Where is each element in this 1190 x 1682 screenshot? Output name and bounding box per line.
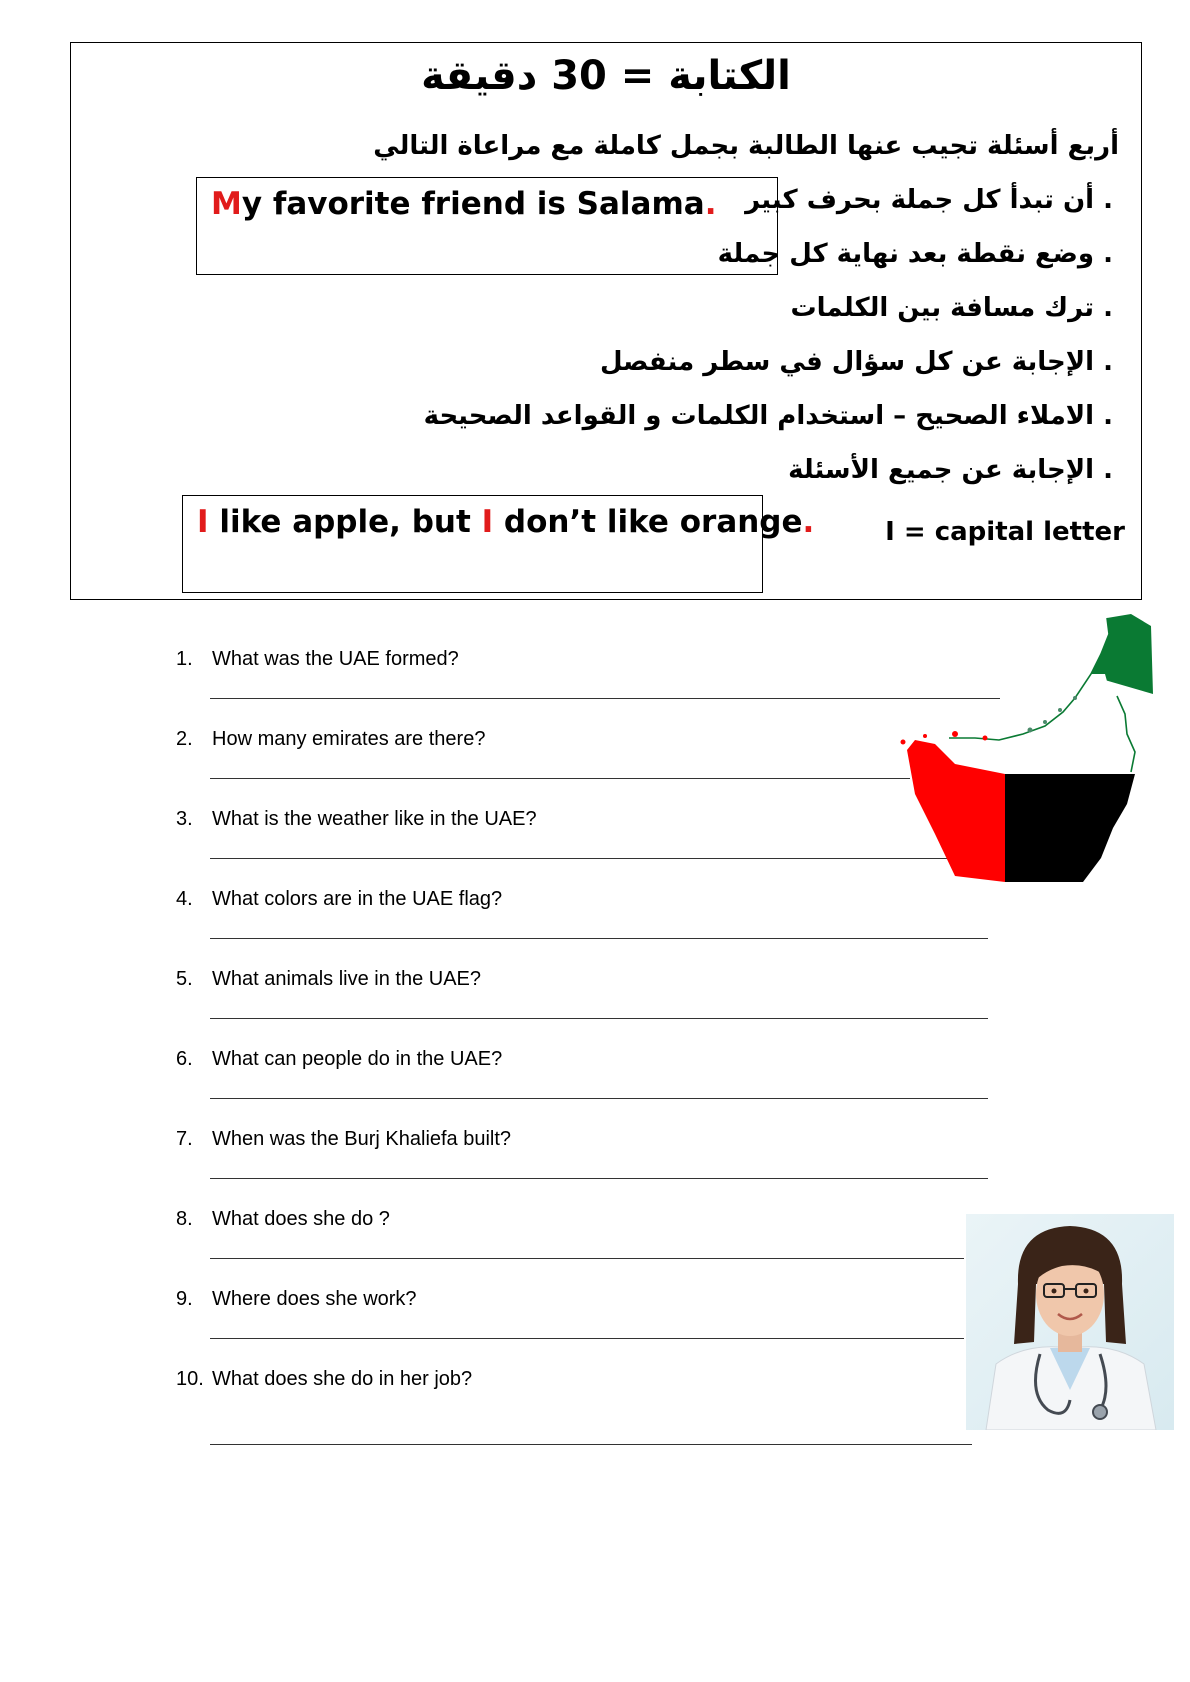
example1-period: . — [704, 186, 717, 222]
answer-line-4[interactable] — [210, 938, 988, 939]
uae-flag-map-image — [895, 614, 1153, 882]
example1-capital: M — [211, 186, 242, 222]
instructions-intro: أربع أسئلة تجيب عنها الطالبة بجمل كاملة مع مراعاة التالي — [373, 131, 1119, 161]
question-10: 10. What does she do in her job? — [176, 1368, 473, 1390]
answer-line-8[interactable] — [210, 1258, 964, 1259]
rule-answer-all: . الإجابة عن جميع الأسئلة — [788, 455, 1113, 485]
page-title: الكتابة = 30 دقيقة — [421, 53, 791, 99]
doctor-photo — [966, 1214, 1174, 1430]
question-4: 4. What colors are in the UAE flag? — [176, 888, 503, 910]
answer-line-6[interactable] — [210, 1098, 988, 1099]
instructions-box — [70, 42, 1142, 600]
answer-line-9[interactable] — [210, 1338, 964, 1339]
map-white-region — [935, 676, 1153, 774]
question-9: 9. Where does she work? — [176, 1288, 417, 1310]
rule-spacing: . ترك مسافة بين الكلمات — [790, 293, 1113, 323]
example2-text-2: don’t like orange — [493, 504, 803, 540]
answer-line-5[interactable] — [210, 1018, 988, 1019]
rule-spelling: . الاملاء الصحيح – استخدام الكلمات و القواعد الصحيحة — [423, 401, 1113, 431]
answer-line-3[interactable] — [210, 858, 1000, 859]
answer-line-7[interactable] — [210, 1178, 988, 1179]
map-black-region — [1005, 774, 1135, 882]
question-8: 8. What does she do ? — [176, 1208, 390, 1230]
example2-capital-1: I — [197, 504, 209, 540]
question-7: 7. When was the Burj Khaliefa built? — [176, 1128, 512, 1150]
question-3: 3. What is the weather like in the UAE? — [176, 808, 537, 830]
example-sentence-2 — [182, 495, 815, 593]
example2-capital-2: I — [481, 504, 494, 540]
question-6: 6. What can people do in the UAE? — [176, 1048, 503, 1070]
answer-line-10[interactable] — [210, 1444, 972, 1445]
example2-period: . — [802, 504, 815, 540]
question-5: 5. What animals live in the UAE? — [176, 968, 482, 990]
question-2: 2. How many emirates are there? — [176, 728, 486, 750]
rule-period: . وضع نقطة بعد نهاية كل جملة — [717, 239, 1113, 269]
example-sentence-1 — [196, 177, 778, 275]
example1-text: y favorite friend is Salama — [241, 186, 705, 222]
question-1: 1. What was the UAE formed? — [176, 648, 459, 670]
answer-line-2[interactable] — [210, 778, 910, 779]
rule-capital: . أن تبدأ كل جملة بحرف كبير — [745, 185, 1113, 215]
capital-letter-note: I = capital letter — [885, 517, 1125, 547]
answer-line-1[interactable] — [210, 698, 1000, 699]
doctor-illustration — [966, 1214, 1174, 1430]
example2-text-1: like apple, but — [208, 504, 482, 540]
rule-separate-line: . الإجابة عن كل سؤال في سطر منفصل — [599, 347, 1113, 377]
